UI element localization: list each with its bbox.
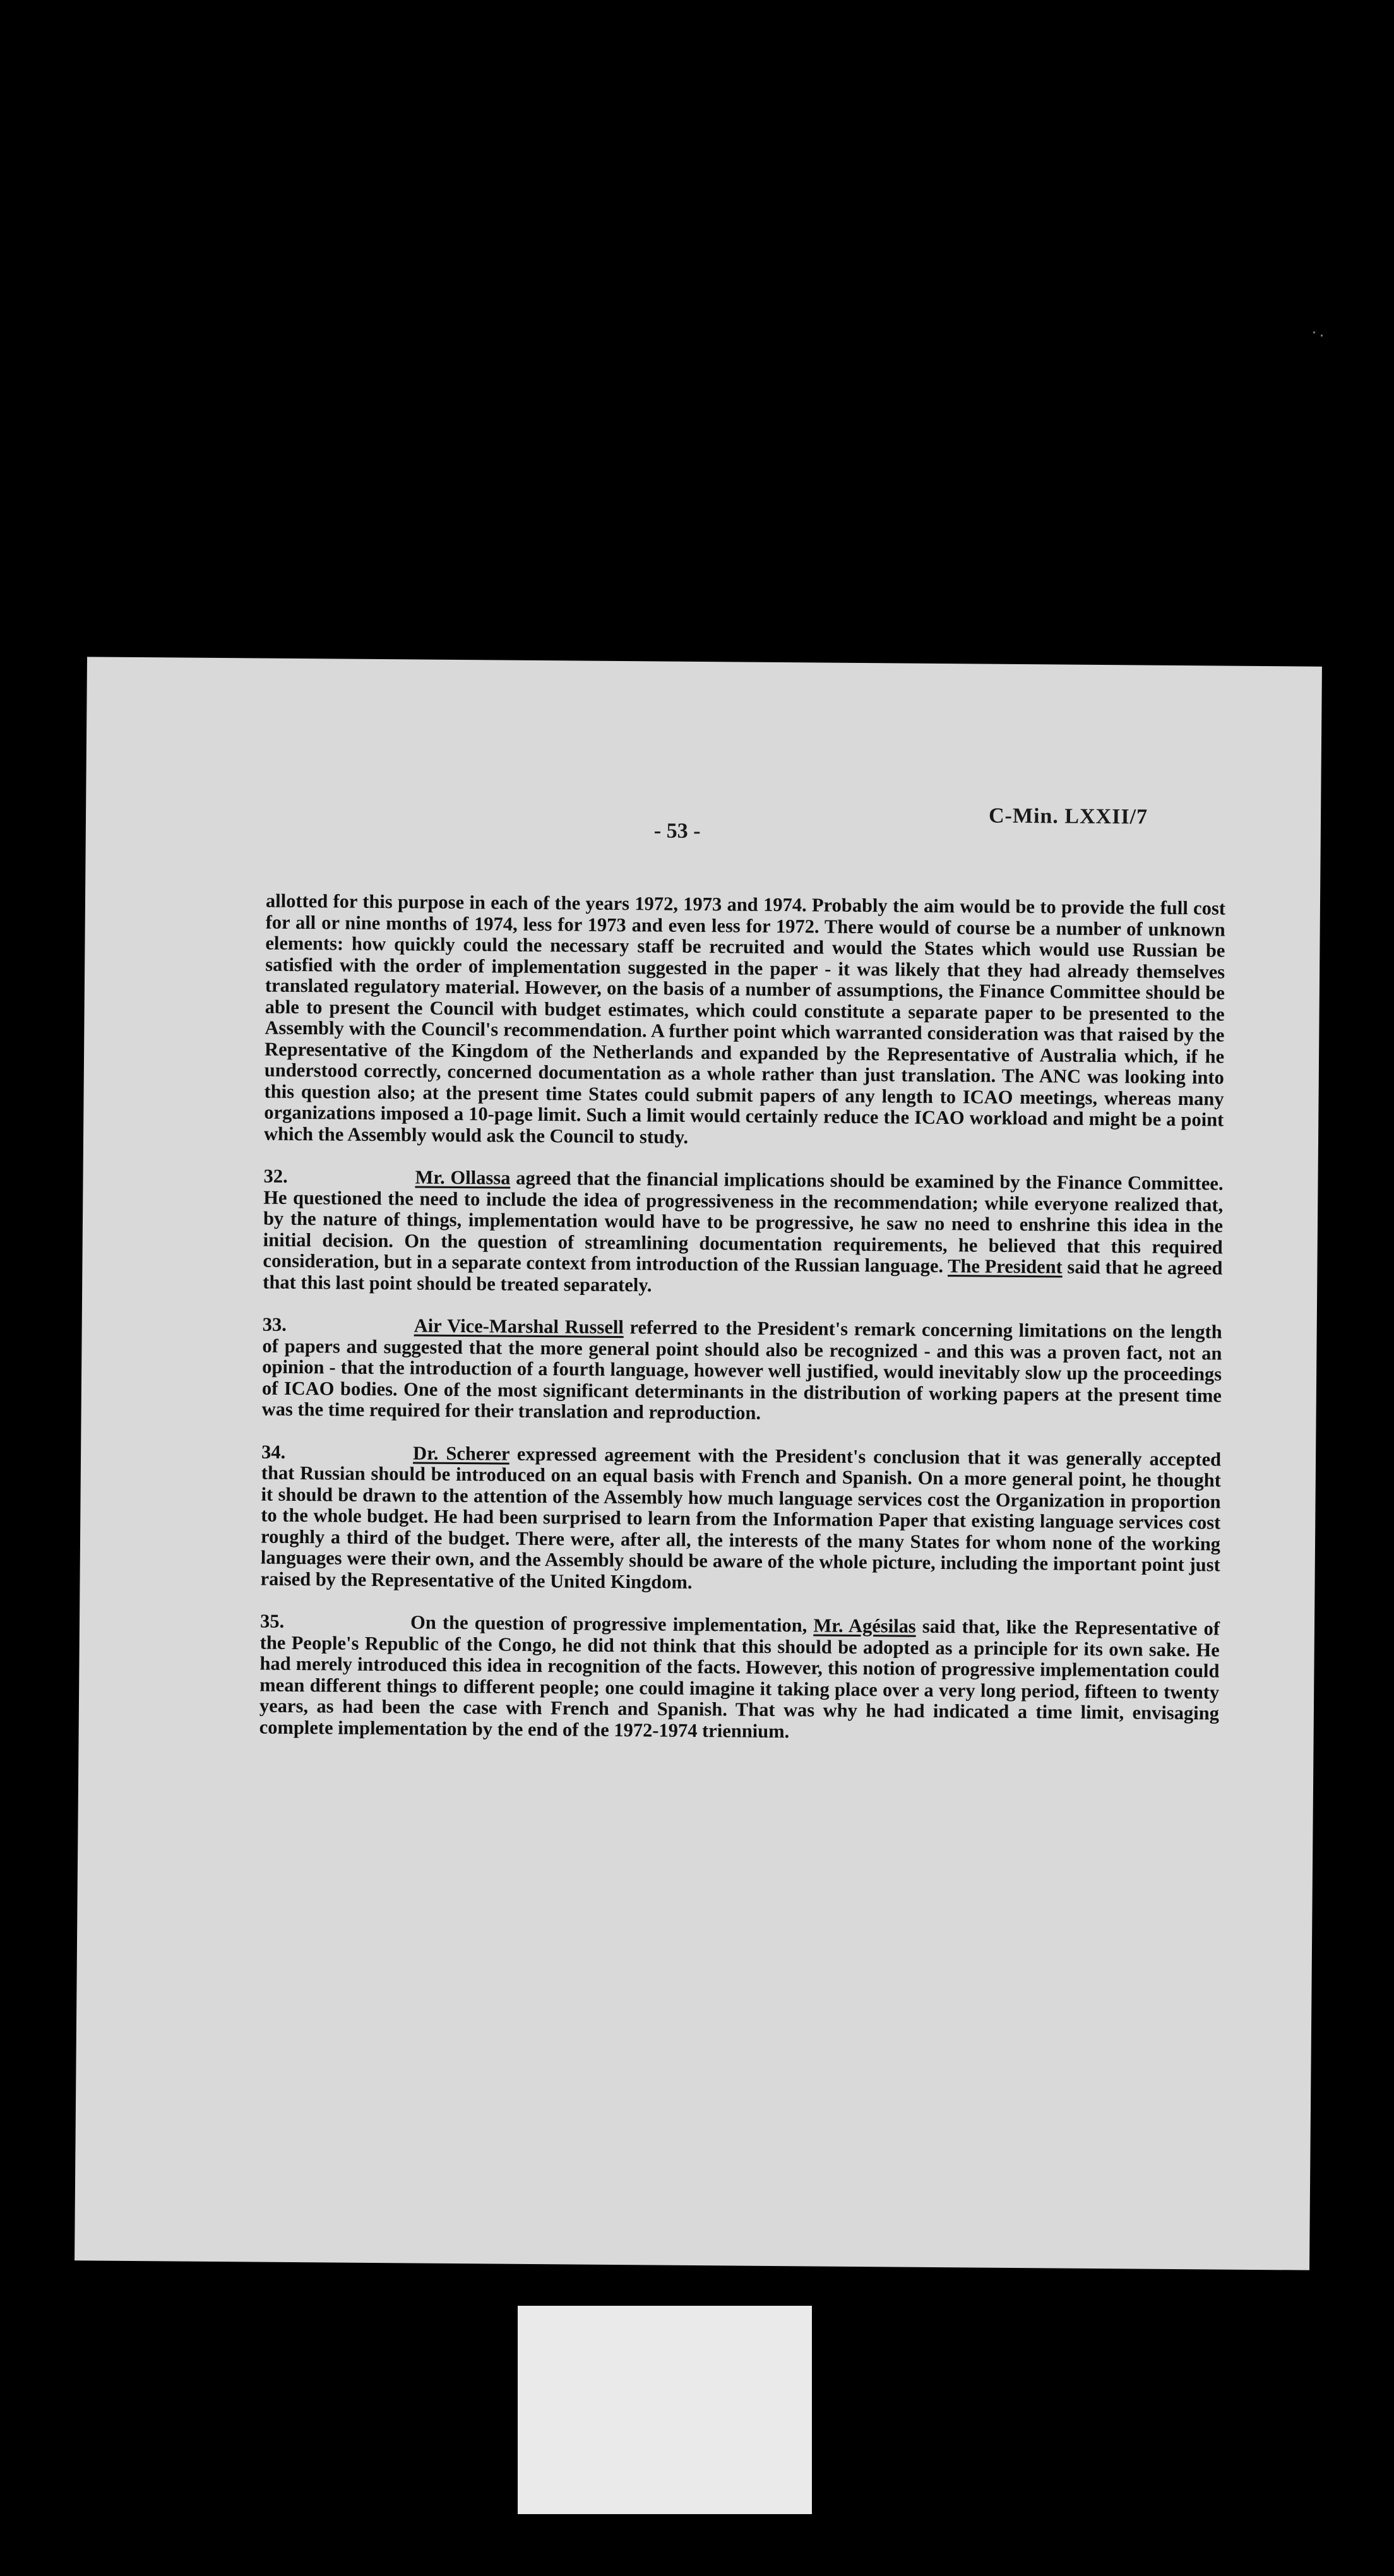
document-page	[74, 657, 1322, 2270]
paragraph-number: 34.	[261, 1441, 286, 1463]
film-speck	[1321, 335, 1323, 337]
paragraph-text: agreed that the financial implications should be examined by the Finance Committee. He questioned the need to include the idea of progressiveness in the recommendation; while everyone realized that, by the nature of things, implementation would have to be progressive, he saw no need to enshrine this idea in the initial decision. On the question of streamlining documentation requirements, he believed that this required consideration, but in a separate context from introduction of the Russian language.	[263, 1167, 1224, 1277]
film-speck	[1313, 331, 1315, 333]
paragraph-text: referred to the President's remark concerning limitations on the length of papers and suggested that the more general point should also be recognized - and this was a proven fact, not an opinion - that the introduction of a fourth language, however well justified, would inevitably slow up the proceedings of ICAO bodies. One of the most significant determinants in the distribution of working papers at the present time was the time required for their translation and reproduction.	[261, 1316, 1222, 1424]
paragraph-text: On the question of progressive implementation,	[410, 1611, 814, 1637]
indent-space	[284, 1628, 410, 1629]
paragraph-number: 35.	[259, 1610, 285, 1632]
paragraph-32	[263, 1166, 1224, 1301]
speaker-name: Mr. Agésilas	[813, 1614, 916, 1637]
paragraph-text: said that he agreed that this last point should be treated separately.	[263, 1256, 1223, 1296]
speaker-name: The President	[948, 1255, 1063, 1278]
speaker-name: Dr. Scherer	[412, 1441, 510, 1465]
document-reference: C-Min. LXXII/7	[988, 804, 1148, 829]
paragraph-continued: allotted for this purpose in each of the years 1972, 1973 and 1974. Probably the aim would be to provide the full cost for all or nine months of 1974, less for 1973 and even less for 1972. There would of course be a number of unknown elements: how quickly could the necessary staff be recruited and would the States which would use Russian be satisfied with the order of implementation suggested in the paper - it was likely that they had already themselves translated regulatory material. However, on the basis of a number of assumptions, the Finance Committee should be able to present the Council with budget estimates, which could constitute a separate paper to be presented to the Assembly with the Council's recommendation. A further point which warranted consideration was that raised by the Representative of the Kingdom of the Netherlands and expanded by the Representative of Australia which, if he understood correctly, concerned documentation as a whole rather than just translation. The ANC was looking into this question also; at the present time States could submit papers of any length to ICAO meetings, whereas many organizations imposed a 10-page limit. Such a limit would certainly reduce the ICAO workload and might be a point which the Assembly would ask the Council to study.	[263, 890, 1226, 1148]
paragraph-number: 33.	[262, 1313, 287, 1335]
paragraph-number: 32.	[263, 1165, 288, 1187]
paragraph-text: expressed agreement with the President's conclusion that it was generally accepted that Russian should be introduced on an equal basis with French and Spanish. On a more general point, he thought it should be drawn to the attention of the Assembly how much language services cost the Organization in proportion to the whole budget. He had been surprised to learn from the Information Paper that existing language services cost roughly a third of the budget. There were, after all, the interests of the many States for whom none of the working languages were their own, and the Assembly should be aware of the whole picture, including the important point just raised by the Representative of the United Kingdom.	[260, 1443, 1222, 1593]
paragraph-text: said that, like the Representative of the People's Republic of the Congo, he did not think that this should be adopted as a principle for its own sake. He had merely introduced this idea in recognition of the facts. However, this notion of progressive implementation could mean different things to different people; one could imagine it taking place over a very long period, fifteen to twenty years, as had been the case with French and Spanish. That was why he had indicated a time limit, envisaging complete implementation by the end of the 1972-1974 triennium.	[259, 1615, 1220, 1742]
blank-paper-slip	[518, 2306, 812, 2514]
paragraph-35	[259, 1611, 1220, 1746]
paragraph-34	[260, 1441, 1221, 1597]
speaker-name: Air Vice-Marshal Russell	[414, 1315, 624, 1339]
page-number: - 53 -	[653, 819, 701, 843]
paragraph-33	[262, 1315, 1222, 1428]
speaker-name: Mr. Ollassa	[415, 1166, 511, 1189]
minutes-body	[259, 891, 1225, 1767]
